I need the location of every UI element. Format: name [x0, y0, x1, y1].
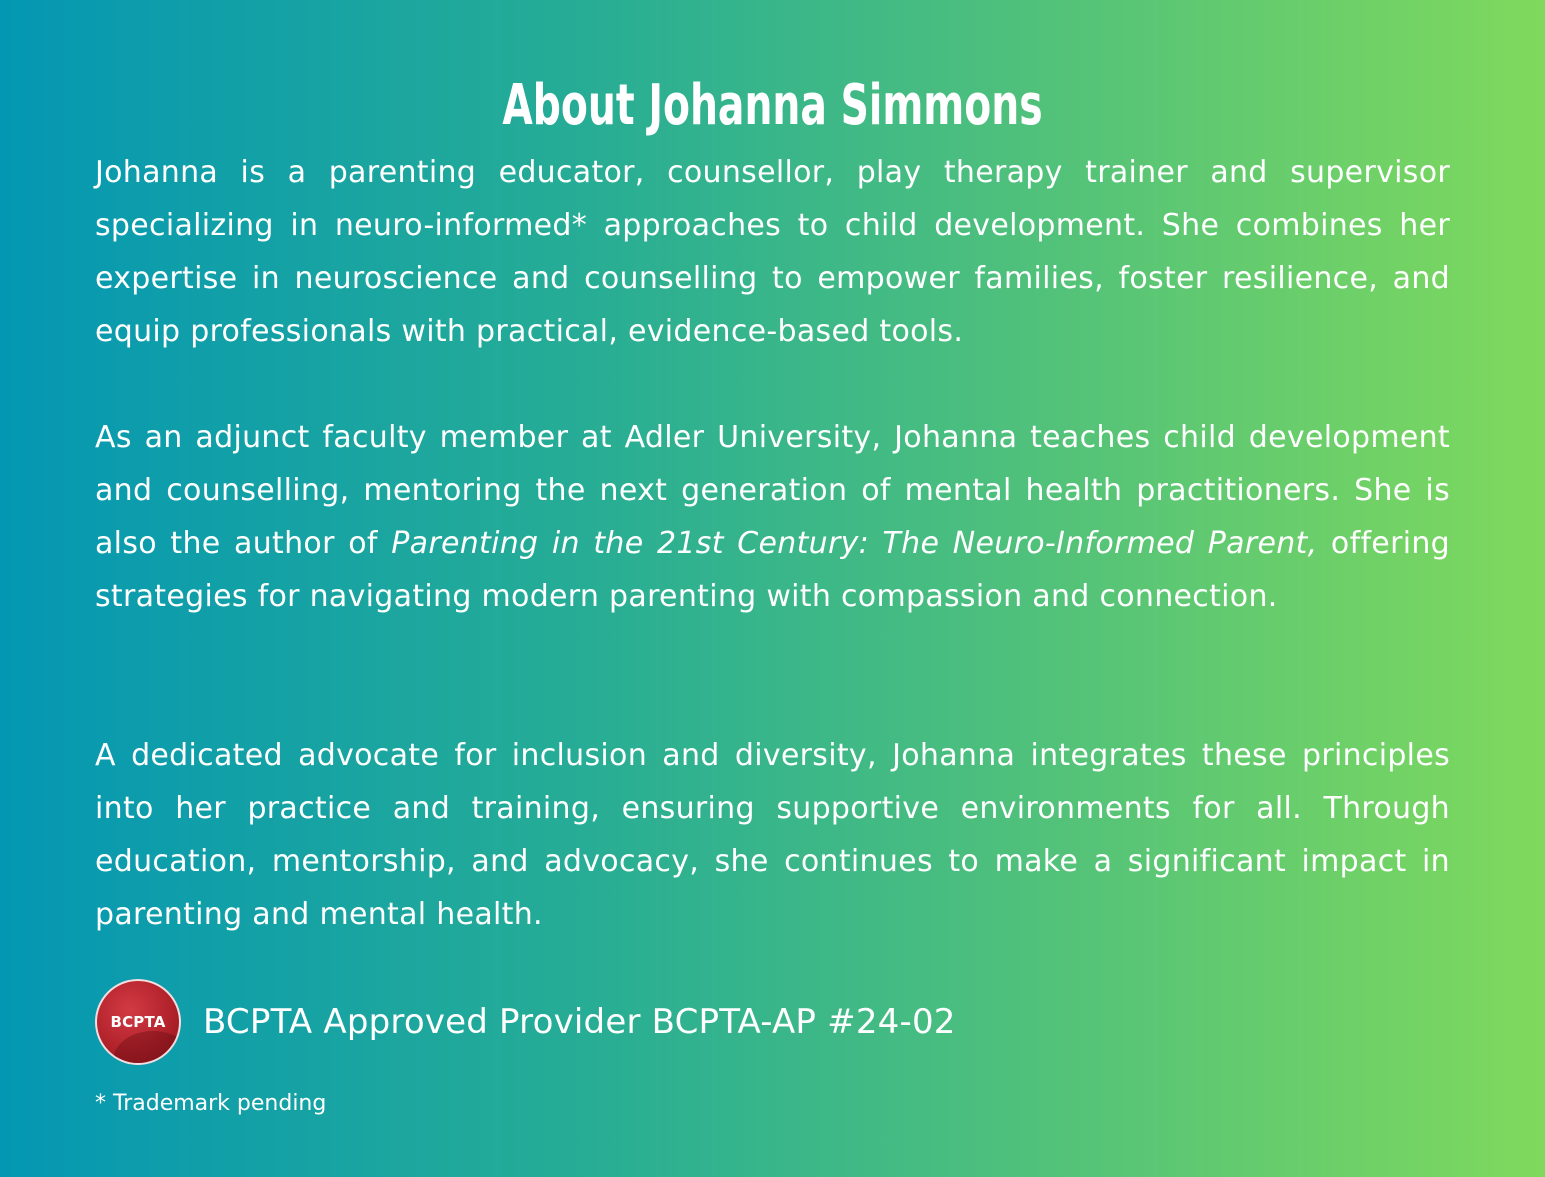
bio-paragraph-2-outro: offering strategies for navigating modern parenting with compassion and connection.	[95, 526, 1450, 614]
provider-row	[95, 977, 956, 1067]
bcpta-logo	[95, 979, 181, 1065]
bio-paragraph-3: A dedicated advocate for inclusion and diversity, Johanna integrates these principles into her practice and training, ensuring supportive environments for all. Through education, mentorship, and advocacy, she continues to make a significant impact in parenting and mental health.	[95, 738, 1450, 932]
trademark-footnote: * Trademark pending	[95, 1091, 327, 1116]
page-title: About Johanna Simmons	[502, 73, 1043, 138]
about-page	[95, 0, 1450, 1177]
bio-paragraph-2-intro: As an adjunct faculty member at Adler University, Johanna teaches child development and counselling, mentoring the next generation of mental health practitioners. She is also the author of	[95, 420, 1450, 561]
provider-text: BCPTA Approved Provider BCPTA-AP #24-02	[203, 1002, 956, 1042]
book-title: Parenting in the 21st Century: The Neuro-Informed Parent,	[391, 526, 1318, 561]
bio-paragraph-1: Johanna is a parenting educator, counsellor, play therapy trainer and supervisor specializing in neuro-informed* approaches to child development. She combines her expertise in neuroscience and counselling to empower families, foster resilience, and equip professionals with practical, evidence-based tools.	[95, 155, 1450, 349]
bio-paragraph-2	[95, 411, 1450, 623]
bcpta-logo-text: BCPTA	[110, 1013, 166, 1031]
